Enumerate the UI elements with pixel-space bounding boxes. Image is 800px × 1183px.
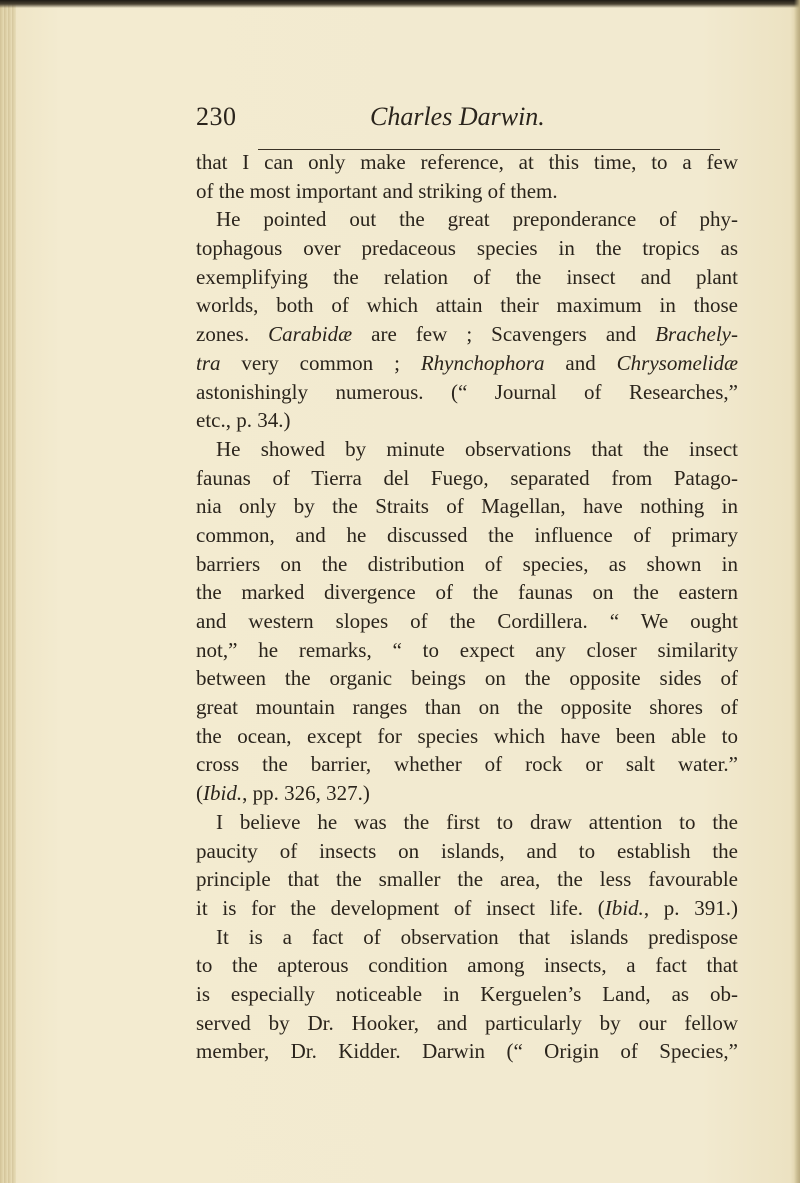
text-line bbox=[196, 234, 738, 263]
text-line bbox=[196, 492, 738, 521]
italic-text: tra bbox=[196, 350, 221, 375]
text-segment: astonishingly numerous. (“ Journal of Researches,” bbox=[196, 379, 738, 404]
text-line bbox=[196, 808, 738, 837]
text-line bbox=[196, 636, 738, 665]
text-line bbox=[196, 550, 738, 579]
text-line bbox=[196, 664, 738, 693]
text-segment: are few ; Scavengers and bbox=[352, 322, 656, 347]
text-segment: exemplifying the relation of the insect and plant bbox=[196, 264, 738, 289]
text-line bbox=[196, 980, 738, 1009]
text-line bbox=[196, 607, 738, 636]
italic-text: Rhynchophora bbox=[420, 350, 545, 375]
text-segment: nia only by the Straits of Magellan, have nothing in bbox=[196, 494, 738, 519]
text-line bbox=[196, 349, 738, 378]
text-segment: great mountain ranges than on the opposite shores of bbox=[196, 695, 738, 720]
text-segment: it is for the development of insect life. ( bbox=[196, 895, 605, 920]
text-segment: is especially noticeable in Kerguelen’s Land, as ob- bbox=[196, 981, 738, 1006]
text-segment: He showed by minute observations that the insect bbox=[216, 436, 738, 461]
text-line bbox=[196, 521, 738, 550]
text-segment: I believe he was the first to draw attention to the bbox=[216, 809, 738, 834]
text-line bbox=[196, 263, 738, 292]
text-segment: of the most important and striking of them. bbox=[196, 178, 558, 203]
text-segment: , pp. 326, 327.) bbox=[242, 781, 370, 806]
text-segment: tophagous over predaceous species in the tropics as bbox=[196, 236, 738, 261]
text-line bbox=[196, 464, 738, 493]
italic-text: Ibid. bbox=[203, 781, 243, 806]
text-line bbox=[196, 1037, 738, 1066]
text-line bbox=[196, 177, 738, 206]
text-line bbox=[196, 779, 738, 808]
text-line bbox=[196, 1009, 738, 1038]
text-line bbox=[196, 837, 738, 866]
text-segment: barriers on the distribution of species, as shown in bbox=[196, 551, 738, 576]
body-text bbox=[196, 148, 738, 1066]
text-segment: common, and he discussed the influence of primary bbox=[196, 522, 738, 547]
text-segment: , p. 391.) bbox=[643, 895, 738, 920]
text-segment: between the organic beings on the opposite sides of bbox=[196, 666, 738, 691]
running-title: Charles Darwin. bbox=[370, 102, 545, 131]
text-segment: cross the barrier, whether of rock or salt water.” bbox=[196, 752, 738, 777]
text-line bbox=[196, 406, 738, 435]
text-segment: that I can only make reference, at this time, to a few bbox=[196, 150, 738, 174]
text-line bbox=[196, 894, 738, 923]
text-line bbox=[196, 722, 738, 751]
page-top-edge bbox=[0, 0, 800, 8]
text-segment: the ocean, except for species which have been able to bbox=[196, 723, 738, 748]
text-line bbox=[196, 923, 738, 952]
italic-text: Carabidæ bbox=[268, 322, 353, 347]
text-segment: He pointed out the great preponderance of phy- bbox=[216, 207, 738, 232]
text-segment: etc., p. 34.) bbox=[196, 408, 291, 433]
page-number: 230 bbox=[196, 102, 237, 131]
text-line bbox=[196, 291, 738, 320]
text-segment: worlds, both of which attain their maximum in those bbox=[196, 293, 738, 318]
text-segment: the marked divergence of the faunas on the eastern bbox=[196, 580, 738, 605]
text-line bbox=[196, 951, 738, 980]
text-segment: paucity of insects on islands, and to establish the bbox=[196, 838, 738, 863]
text-segment: and western slopes of the Cordillera. “ We ought bbox=[196, 609, 738, 633]
text-segment: It is a fact of observation that islands predispose bbox=[216, 924, 738, 949]
page-header bbox=[196, 102, 756, 142]
page-right-edge bbox=[794, 0, 800, 1183]
text-line bbox=[196, 693, 738, 722]
text-segment: zones. bbox=[196, 322, 269, 347]
text-segment: faunas of Tierra del Fuego, separated from Patago- bbox=[196, 465, 738, 490]
text-segment: not,” he remarks, “ to expect any closer similarity bbox=[196, 637, 738, 662]
text-segment: served by Dr. Hooker, and particularly by our fellow bbox=[196, 1010, 738, 1035]
italic-text: Brachely- bbox=[655, 322, 738, 347]
text-line bbox=[196, 205, 738, 234]
text-segment: and bbox=[544, 350, 617, 375]
text-line bbox=[196, 865, 738, 894]
text-line bbox=[196, 578, 738, 607]
text-line bbox=[196, 750, 738, 779]
binding-gutter bbox=[0, 0, 16, 1183]
text-segment: principle that the smaller the area, the less favourable bbox=[196, 867, 738, 892]
text-segment: very common ; bbox=[220, 350, 421, 375]
text-line bbox=[196, 435, 738, 464]
text-segment: ( bbox=[196, 781, 203, 806]
text-segment: member, Dr. Kidder. Darwin (“ Origin of Species,” bbox=[196, 1039, 738, 1064]
text-segment: to the apterous condition among insects, a fact that bbox=[196, 953, 738, 978]
italic-text: Ibid. bbox=[604, 895, 644, 920]
text-line bbox=[196, 320, 738, 349]
text-line bbox=[196, 148, 738, 177]
italic-text: Chrysomelidæ bbox=[616, 350, 739, 375]
text-line bbox=[196, 378, 738, 407]
